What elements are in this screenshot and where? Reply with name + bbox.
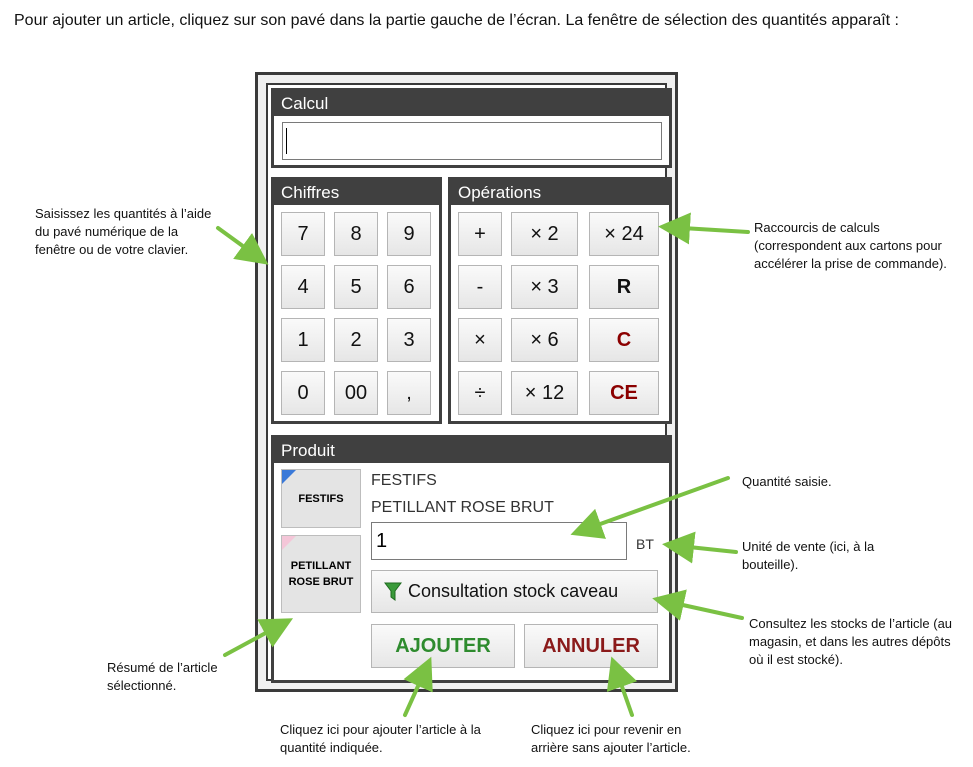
key-9[interactable]: 9 (387, 212, 431, 256)
key-0[interactable]: 0 (281, 371, 325, 415)
key-times-24[interactable]: × 24 (589, 212, 659, 256)
note-quantity: Quantité saisie. (742, 474, 832, 489)
arrow-cancel (614, 664, 632, 715)
key-plus[interactable]: + (458, 212, 502, 256)
key-c[interactable]: C (589, 318, 659, 362)
key-1[interactable]: 1 (281, 318, 325, 362)
add-button[interactable]: AJOUTER (371, 624, 515, 668)
quantity-input[interactable]: 1 (371, 522, 627, 560)
key-times-6[interactable]: × 6 (511, 318, 578, 362)
arrow-digits (218, 228, 262, 260)
arrow-shortcuts (666, 227, 748, 232)
note-summary: Résumé de l’article sélectionné. (107, 660, 218, 693)
family-tile: FESTIFS (281, 469, 361, 528)
sales-unit: BT (636, 536, 654, 552)
key-r[interactable]: R (589, 265, 659, 309)
arrow-add (405, 664, 428, 715)
calc-panel-title: Calcul (274, 91, 669, 116)
arrow-quantity (578, 478, 728, 532)
key-comma[interactable]: , (387, 371, 431, 415)
article-tile: PETILLANT ROSE BRUT (281, 535, 361, 613)
key-2[interactable]: 2 (334, 318, 378, 362)
key-ce[interactable]: CE (589, 371, 659, 415)
key-7[interactable]: 7 (281, 212, 325, 256)
key-minus[interactable]: - (458, 265, 502, 309)
cancel-button[interactable]: ANNULER (524, 624, 658, 668)
note-shortcuts: Raccourcis de calculs (correspondent aux cartons pour accélérer la prise de commande). (754, 220, 947, 271)
key-multiply[interactable]: × (458, 318, 502, 362)
key-6[interactable]: 6 (387, 265, 431, 309)
note-add: Cliquez ici pour ajouter l’article à la quantité indiquée. (280, 722, 481, 755)
stock-button-label: Consultation stock caveau (408, 581, 619, 601)
key-times-2[interactable]: × 2 (511, 212, 578, 256)
key-3[interactable]: 3 (387, 318, 431, 362)
key-times-12[interactable]: × 12 (511, 371, 578, 415)
arrow-stock (660, 600, 742, 618)
digits-panel-title: Chiffres (274, 180, 439, 205)
arrow-summary (225, 622, 286, 655)
key-divide[interactable]: ÷ (458, 371, 502, 415)
key-times-3[interactable]: × 3 (511, 265, 578, 309)
operations-panel-title: Opérations (451, 180, 669, 205)
note-unit: Unité de vente (ici, à la bouteille). (742, 539, 875, 572)
key-00[interactable]: 00 (334, 371, 378, 415)
arrow-unit (670, 545, 736, 552)
key-8[interactable]: 8 (334, 212, 378, 256)
product-panel-title: Produit (274, 438, 669, 463)
note-stock: Consultez les stocks de l’article (au magasin, et dans les autres dépôts où il est stocké). (749, 616, 953, 667)
key-5[interactable]: 5 (334, 265, 378, 309)
product-family: FESTIFS (371, 472, 437, 489)
note-digits: Saisissez les quantités à l’aide du pavé numérique de la fenêtre ou de votre clavier. (35, 206, 212, 257)
intro-text: Pour ajouter un article, cliquez sur son pavé dans la partie gauche de l’écran. La fenêtre de sélection des quantités apparaît : (14, 12, 899, 29)
note-cancel: Cliquez ici pour revenir en arrière sans ajouter l’article. (531, 722, 691, 755)
product-name: PETILLANT ROSE BRUT (371, 499, 554, 516)
key-4[interactable]: 4 (281, 265, 325, 309)
